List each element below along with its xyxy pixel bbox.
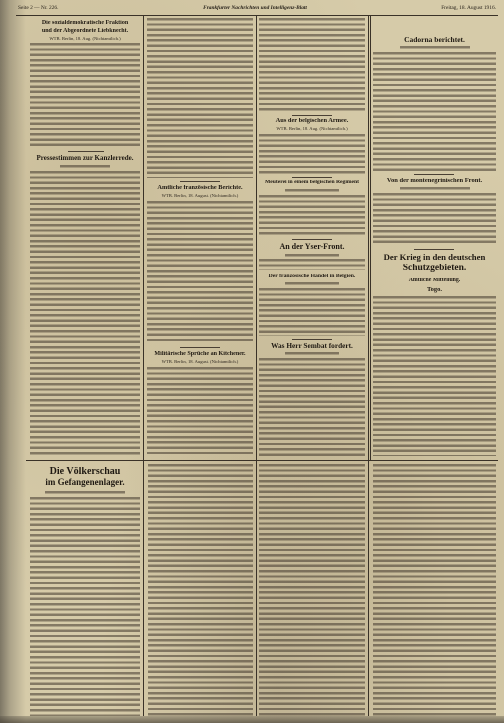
article-headline: Der Krieg in den deutschen: [383, 253, 486, 262]
article-headline: Cadorna berichtet.: [404, 36, 465, 44]
article-body-text: [30, 43, 140, 148]
article-headline: Pressestimmen zur Kanzlerrede.: [36, 155, 134, 162]
article-separator: [414, 174, 454, 175]
article-body-text: [285, 254, 339, 257]
article-headline: An der Yser-Front.: [279, 243, 345, 251]
article-headline: Militärische Sprüche an Kitchener.: [154, 351, 246, 357]
article-body-text: [259, 259, 365, 270]
article-body-text: [259, 464, 365, 716]
article-body-text: [147, 18, 253, 178]
article-body-text: [259, 18, 365, 112]
article-body-text: [259, 134, 365, 174]
article-body-text: [285, 189, 339, 192]
article-headline: und der Abgeordnete Liebknecht.: [41, 28, 129, 34]
article-body-text: [285, 282, 339, 285]
article-body-text: [400, 187, 470, 190]
article-separator: [180, 181, 220, 182]
article-separator: [292, 339, 332, 340]
article-separator: [414, 249, 454, 250]
article-headline: im Gefangenenlager.: [45, 478, 125, 487]
article-body-text: [30, 497, 140, 716]
article-body-text: [147, 201, 253, 344]
column-rule: [256, 16, 257, 716]
scan-edge: [0, 716, 504, 723]
article-body-text: [259, 358, 365, 456]
article-body-text: [147, 367, 253, 456]
article-body-text: [259, 288, 365, 336]
article-body-text: [285, 352, 339, 355]
column-rule: [368, 16, 369, 716]
article-body-text: [373, 52, 496, 171]
article-headline: Die sozialdemokratische Fraktion: [41, 20, 129, 26]
article-body-text: [60, 165, 110, 168]
article-headline: Von der montenegrinischen Front.: [386, 178, 483, 184]
article-headline: Amtliche französische Berichte.: [157, 185, 243, 191]
article-separator: [180, 347, 220, 348]
masthead: Frankfurter Nachrichten und Intelligenz-Blatt: [203, 5, 307, 11]
article-headline: Der französische Handel in Belgien.: [268, 274, 356, 279]
article-body-text: [259, 195, 365, 236]
article-headline: Die Völkerschau: [49, 467, 121, 477]
article-subheadline: Amtliche Mitteilung.: [408, 278, 461, 283]
column-rule: [143, 16, 144, 716]
article-dateline: WTB. Berlin, 18. August. (Nichtamtlich.): [161, 360, 239, 364]
article-separator: [292, 177, 332, 178]
article-headline: Was Herr Sembat fordert.: [271, 342, 353, 350]
article-section-title: Togo.: [426, 287, 443, 293]
article-body-text: [45, 491, 125, 494]
article-body-text: [373, 193, 496, 246]
article-body-text: [373, 464, 496, 716]
section-rule: [26, 460, 498, 461]
article-dateline: WTB. Berlin, 18. Aug. (Nichtamtlich.): [276, 127, 348, 131]
page-number: Seite 2 — Nr. 226.: [18, 5, 59, 11]
article-headline: Schutzgebieten.: [402, 264, 467, 273]
issue-date: Freitag, 18. August 1916.: [441, 5, 496, 11]
article-separator: [292, 239, 332, 240]
article-dateline: WTB. Berlin, 18. August. (Nichtamtlich.): [161, 194, 239, 198]
article-separator: [68, 151, 104, 152]
article-separator: [292, 115, 332, 116]
column-rule: [370, 16, 371, 460]
article-headline: Meuterei in einem belgischen Regiment: [264, 180, 360, 185]
article-body-text: [148, 464, 253, 716]
header-rule: [16, 15, 498, 16]
article-body-text: [30, 171, 140, 456]
article-dateline: WTB. Berlin, 18. Aug. (Nichtamtlich.): [49, 37, 121, 41]
article-body-text: [373, 296, 496, 456]
article-headline: Aus der belgischen Armee.: [275, 118, 349, 124]
article-body-text: [400, 46, 470, 49]
